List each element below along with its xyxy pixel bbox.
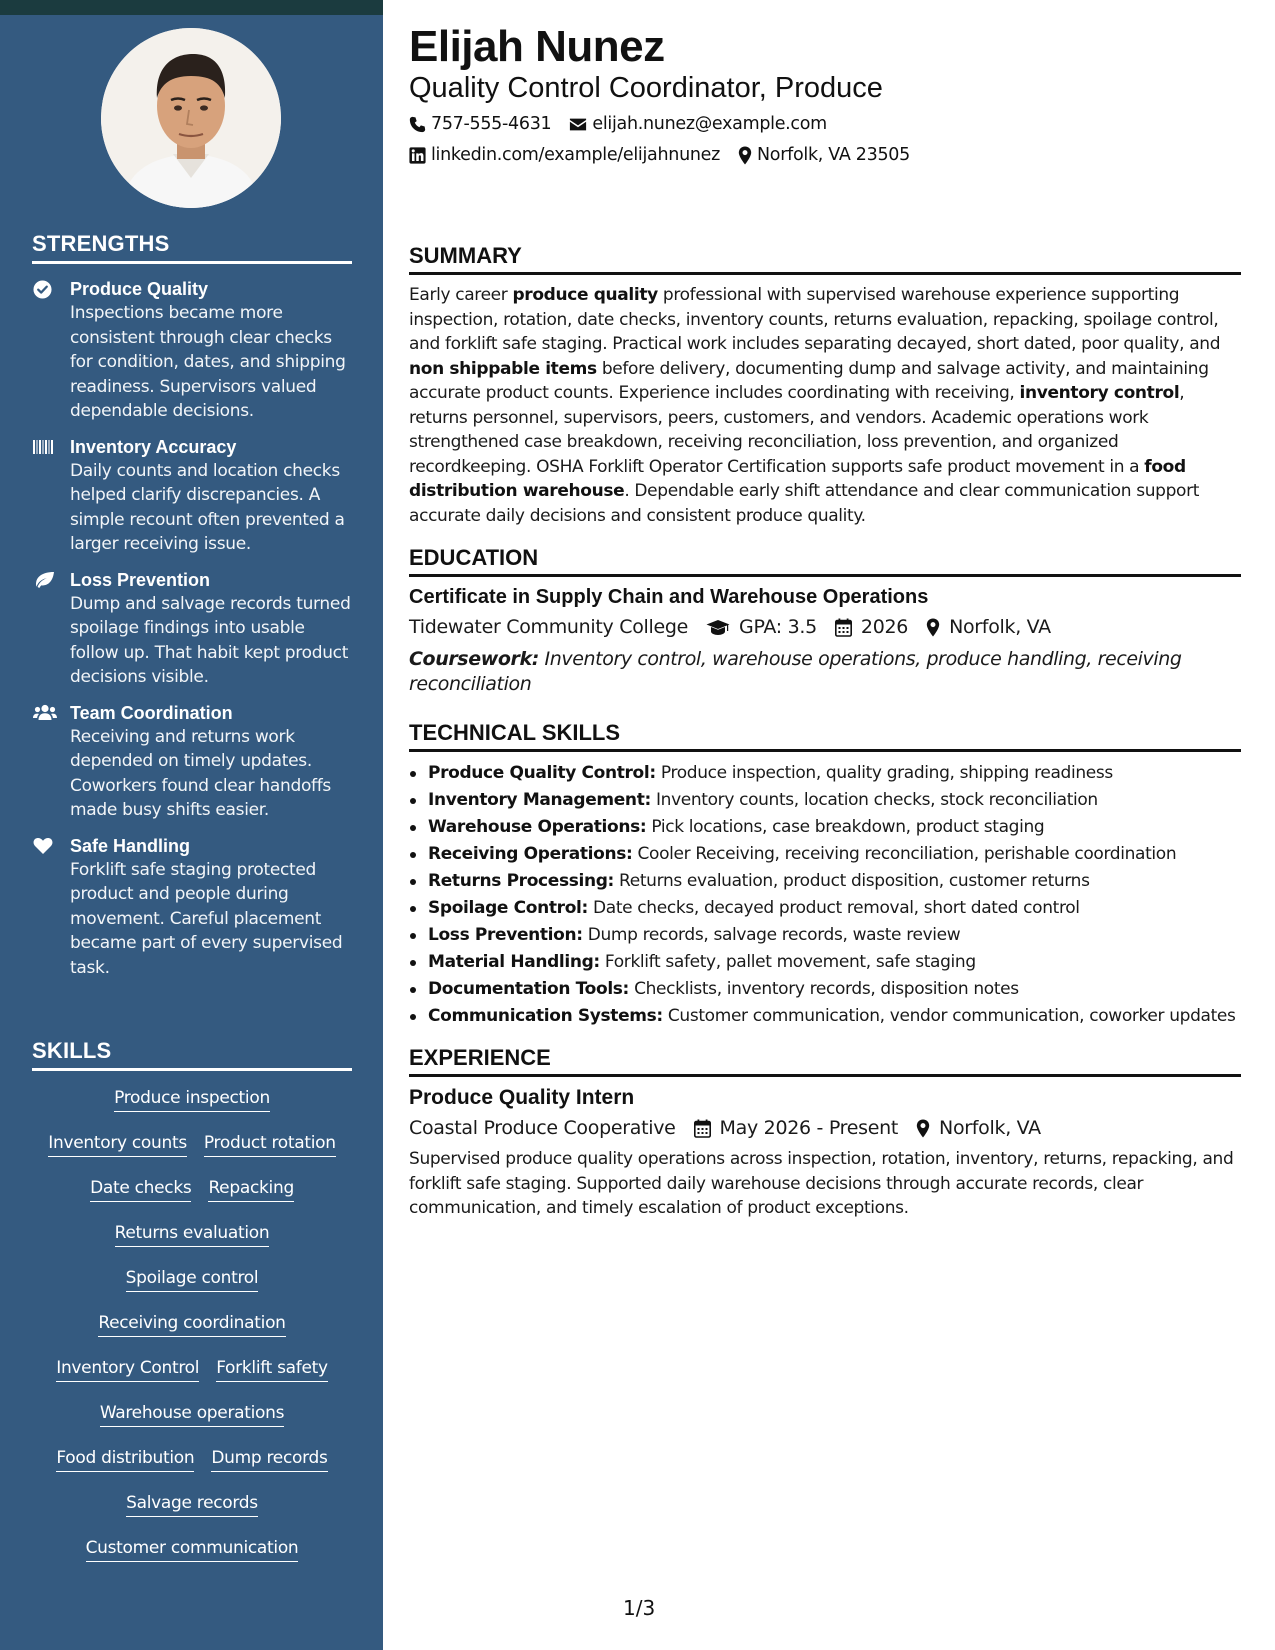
summary-keyword: produce quality	[512, 285, 658, 305]
technical-skills-heading: TECHNICAL SKILLS	[409, 720, 1241, 752]
job-location-text: Norfolk, VA	[939, 1117, 1041, 1139]
technical-skill-label: Receiving Operations:	[428, 844, 633, 864]
avatar	[101, 28, 281, 208]
summary-run: professional with supervised warehouse experience supporting inspection, rotation, date checks, inventory counts, returns evaluation, repacking, spoilage control, and forklift safe staging. Practical work includes separating decayed, short dated, poor quality, and	[409, 285, 1221, 354]
strength-item	[32, 436, 352, 557]
school-text: Tidewater Community College	[409, 616, 689, 638]
skill-row	[100, 1392, 284, 1437]
skill-row	[126, 1257, 259, 1302]
technical-skill-label: Spoilage Control:	[428, 898, 588, 918]
skill-row	[56, 1347, 328, 1392]
technical-skill-value: Customer communication, vendor communication, coworker updates	[662, 1006, 1236, 1026]
summary-heading: SUMMARY	[409, 243, 1241, 275]
skill-tag: Repacking	[208, 1178, 294, 1202]
contact-phone[interactable]	[409, 114, 551, 134]
sidebar	[0, 0, 383, 1650]
technical-skill-value: Returns evaluation, product disposition, customer returns	[614, 871, 1090, 891]
strength-item	[32, 278, 352, 424]
technical-skill-item	[409, 760, 1241, 787]
technical-skill-value: Pick locations, case breakdown, product staging	[646, 817, 1045, 837]
strength-item	[32, 835, 352, 981]
linkedin-text: linkedin.com/example/elijahnunez	[431, 145, 721, 165]
strength-item	[32, 702, 352, 823]
technical-skill-label: Loss Prevention:	[428, 925, 583, 945]
map-pin-icon	[738, 146, 752, 165]
technical-skill-item	[409, 949, 1241, 976]
contact-email[interactable]	[569, 114, 827, 134]
strength-title: Safe Handling	[70, 835, 191, 856]
technical-skill-label: Inventory Management:	[428, 790, 651, 810]
skill-tag: Product rotation	[204, 1133, 336, 1157]
skills-cloud	[32, 1077, 352, 1572]
users-icon	[32, 702, 70, 724]
gpa-text: GPA: 3.5	[739, 616, 817, 638]
skill-row	[98, 1302, 285, 1347]
calendar-icon	[694, 1119, 711, 1138]
skill-row	[114, 1077, 270, 1122]
job-meta	[409, 1117, 1241, 1139]
skill-row	[56, 1437, 327, 1482]
summary-run: , returns personnel, supervisors, peers, customers, and vendors. Academic operations work strengthened case breakdown, receiving reconciliation, loss prevention, and organized recordkeeping. OSHA Forklift Operator Certification supports safe product movement in a	[409, 383, 1185, 477]
education-section	[409, 545, 1241, 696]
technical-skill-item	[409, 841, 1241, 868]
education-meta	[409, 616, 1241, 638]
summary-keyword: inventory control	[1019, 383, 1180, 403]
email-text: elijah.nunez@example.com	[592, 114, 827, 134]
calendar-icon	[835, 618, 852, 637]
school-name	[409, 616, 688, 638]
job-location	[916, 1117, 1041, 1139]
skills-section	[32, 1038, 352, 1572]
education-heading: EDUCATION	[409, 545, 1241, 577]
check-circle-icon	[32, 278, 70, 300]
strength-title: Loss Prevention	[70, 569, 211, 590]
skill-row	[90, 1167, 294, 1212]
technical-skill-item	[409, 814, 1241, 841]
skills-heading: SKILLS	[32, 1038, 352, 1071]
coursework-text: Inventory control, warehouse operations, produce handling, receiving reconciliation	[409, 648, 1182, 695]
graduation-cap-icon	[706, 619, 730, 636]
skill-row	[48, 1122, 335, 1167]
technical-skill-value: Dump records, salvage records, waste review	[582, 925, 961, 945]
skill-tag: Inventory Control	[56, 1358, 199, 1382]
summary-text	[409, 283, 1241, 528]
phone-icon	[409, 116, 426, 133]
candidate-headline: Quality Control Coordinator, Produce	[409, 72, 883, 104]
skill-row	[115, 1212, 270, 1257]
technical-skill-label: Returns Processing:	[428, 871, 614, 891]
location-text: Norfolk, VA 23505	[757, 145, 910, 165]
contact-row-2	[409, 145, 928, 165]
job-title: Produce Quality Intern	[409, 1086, 635, 1109]
skill-tag: Forklift safety	[216, 1358, 328, 1382]
technical-skills-section	[409, 720, 1241, 1030]
technical-skill-item	[409, 868, 1241, 895]
technical-skill-label: Material Handling:	[428, 952, 600, 972]
coursework	[409, 647, 1241, 696]
technical-skill-label: Produce Quality Control:	[428, 763, 656, 783]
skill-tag: Dump records	[211, 1448, 327, 1472]
skill-row	[86, 1527, 299, 1572]
leaf-icon	[32, 569, 70, 591]
contact-row-1	[409, 114, 845, 134]
map-pin-icon	[926, 618, 940, 637]
strength-desc: Receiving and returns work depended on timely updates. Coworkers found clear handoffs made busy shifts easier.	[70, 726, 331, 820]
summary-run: . Dependable early shift attendance and clear communication support accurate daily decisions and consistent produce quality.	[409, 481, 1200, 526]
technical-skill-item	[409, 895, 1241, 922]
technical-skill-label: Documentation Tools:	[428, 979, 630, 999]
linkedin-icon	[409, 147, 426, 164]
skill-tag: Food distribution	[56, 1448, 194, 1472]
summary-run: Early career	[409, 285, 513, 305]
company-name	[409, 1117, 676, 1139]
technical-skill-item	[409, 922, 1241, 949]
strength-title: Inventory Accuracy	[70, 436, 237, 457]
summary-run: before delivery, documenting dump and salvage activity, and maintaining accurate product counts. Experience includes coordinating with receiving,	[409, 358, 1209, 403]
strengths-section	[32, 231, 352, 980]
technical-skill-label: Warehouse Operations:	[428, 817, 647, 837]
company-text: Coastal Produce Cooperative	[409, 1117, 676, 1139]
edu-location-text: Norfolk, VA	[949, 616, 1051, 638]
coursework-label: Coursework:	[409, 648, 539, 670]
edu-location	[926, 616, 1051, 638]
skill-tag: Customer communication	[86, 1538, 299, 1562]
sidebar-top-bar	[0, 0, 383, 15]
summary-section	[409, 243, 1241, 528]
technical-skill-label: Communication Systems:	[428, 1006, 663, 1026]
gpa	[706, 616, 817, 638]
skill-tag: Inventory counts	[48, 1133, 187, 1157]
summary-keyword: food distribution warehouse	[409, 456, 1186, 501]
strength-item	[32, 569, 352, 690]
technical-skill-item	[409, 976, 1241, 1003]
technical-skill-value: Produce inspection, quality grading, shipping readiness	[655, 763, 1113, 783]
contact-linkedin[interactable]	[409, 145, 720, 165]
job-dates	[694, 1117, 899, 1139]
candidate-name: Elijah Nunez	[409, 22, 665, 71]
technical-skills-list	[409, 760, 1241, 1030]
technical-skill-value: Cooler Receiving, receiving reconciliation, perishable coordination	[632, 844, 1177, 864]
contact-location	[738, 145, 910, 165]
technical-skill-value: Date checks, decayed product removal, short dated control	[587, 898, 1080, 918]
strength-desc: Daily counts and location checks helped clarify discrepancies. A simple recount often prevented a larger receiving issue.	[70, 460, 345, 554]
year-text: 2026	[860, 616, 909, 638]
skill-tag: Warehouse operations	[100, 1403, 284, 1427]
page-number: 1/3	[623, 1596, 656, 1620]
degree-title: Certificate in Supply Chain and Warehouse Operations	[409, 586, 929, 608]
skill-tag: Spoilage control	[126, 1268, 259, 1292]
technical-skill-value: Checklists, inventory records, disposition notes	[629, 979, 1019, 999]
edu-year	[835, 616, 908, 638]
phone-text: 757-555-4631	[431, 114, 552, 134]
skill-tag: Produce inspection	[114, 1088, 270, 1112]
heart-icon	[32, 835, 70, 857]
dates-text: May 2026 - Present	[719, 1117, 899, 1139]
strength-desc: Dump and salvage records turned spoilage findings into usable follow up. That habit kept product decisions visible.	[70, 593, 351, 687]
technical-skill-value: Forklift safety, pallet movement, safe staging	[599, 952, 976, 972]
experience-heading: EXPERIENCE	[409, 1045, 1241, 1077]
strength-title: Team Coordination	[70, 702, 233, 723]
skill-row	[126, 1482, 258, 1527]
skill-tag: Date checks	[90, 1178, 191, 1202]
summary-keyword: non shippable items	[409, 358, 597, 379]
strength-title: Produce Quality	[70, 279, 209, 299]
skill-tag: Salvage records	[126, 1493, 258, 1517]
technical-skill-value: Inventory counts, location checks, stock reconciliation	[650, 790, 1098, 810]
envelope-icon	[569, 117, 587, 132]
technical-skill-item	[409, 1003, 1241, 1030]
strengths-heading: STRENGTHS	[32, 231, 352, 264]
map-pin-icon	[916, 1119, 930, 1138]
skill-tag: Returns evaluation	[115, 1223, 270, 1247]
strength-desc: Forklift safe staging protected product and people during movement. Careful placement became part of every supervised task.	[70, 859, 343, 978]
skill-tag: Receiving coordination	[98, 1313, 285, 1337]
experience-section	[409, 1045, 1241, 1221]
strengths-list	[32, 278, 352, 980]
strength-desc: Inspections became more consistent through clear checks for condition, dates, and shipping readiness. Supervisors valued dependable decisions.	[70, 303, 346, 421]
technical-skill-item	[409, 787, 1241, 814]
job-description: Supervised produce quality operations across inspection, rotation, inventory, returns, repacking, and forklift safe staging. Supported daily warehouse decisions through accurate records, clear communication, and timely escalation of product exceptions.	[409, 1149, 1234, 1218]
barcode-icon	[32, 436, 70, 458]
